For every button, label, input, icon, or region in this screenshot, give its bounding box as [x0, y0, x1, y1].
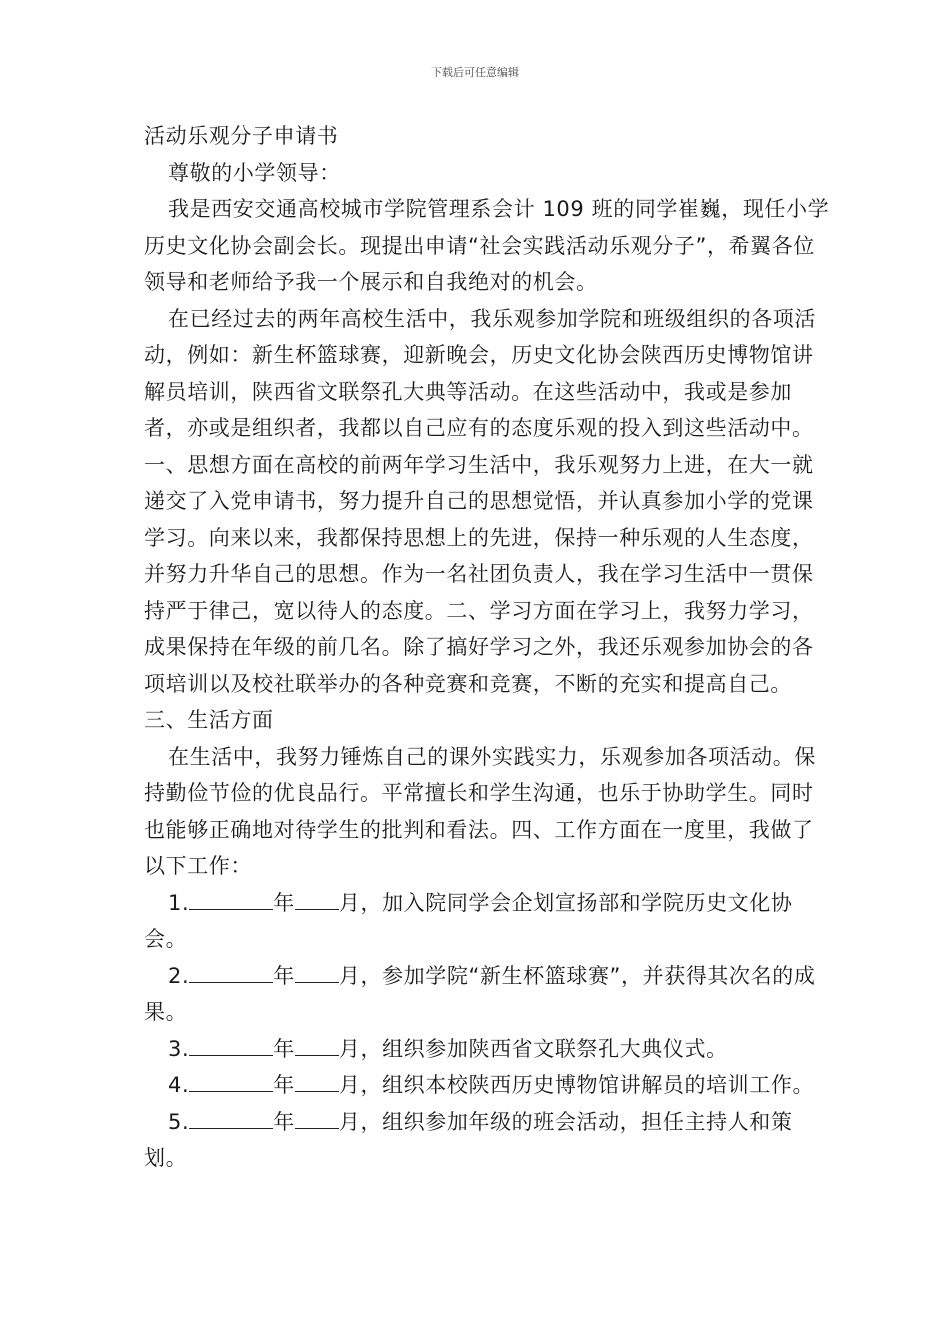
year-blank — [189, 887, 273, 910]
paragraph-activities: 在已经过去的两年高校生活中，我乐观参加学院和班级组织的各项活动，例如：新生杯篮球赛，迎新晚会，历史文化协会陕西历史博物馆讲解员培训，陕西省文联祭孔大典等活动。在这些活动中，我或是参加者，亦或是组织者，我都以自己应有的态度乐观的投入到这些活动中。一、思想方面在高校的前两年学习生活中，我乐观努力上进，在大一就递交了入党申请书，努力提升自己的思想觉悟，并认真参加小学的党课学习。向来以来，我都保持思想上的先进，保持一种乐观的人生态度，并努力升华自己的思想。作为一名社团负责人，我在学习生活中一贯保持严于律己，宽以待人的态度。二、学习方面在学习上，我努力学习，成果保持在年级的前几名。除了搞好学习之外，我还乐观参加协会的各项培训以及校社联举办的各种竞赛和竞赛，不断的充实和提高自己。三、生活方面 — [144, 306, 816, 732]
year-unit: 年 — [273, 890, 295, 915]
month-blank — [295, 1033, 339, 1056]
month-blank — [295, 960, 339, 983]
month-blank — [295, 1106, 339, 1129]
work-item-number: 1. — [168, 890, 190, 915]
salutation: 尊敬的小学领导： — [168, 160, 341, 185]
month-blank — [295, 887, 339, 910]
year-blank — [189, 1106, 273, 1129]
month-unit: 月 — [338, 1073, 361, 1097]
year-blank — [189, 1033, 273, 1056]
month-unit: 月 — [338, 1036, 361, 1061]
work-item-number: 2. — [168, 963, 190, 988]
year-unit: 年 — [273, 1073, 295, 1097]
year-unit: 年 — [273, 963, 295, 988]
work-item — [144, 958, 834, 1031]
work-item — [144, 1031, 834, 1068]
paragraph-intro: 我是西安交通高校城市学院管理系会计 109 班的同学崔巍，现任小学历史文化协会副会长。现提出申请“社会实践活动乐观分子”，希翼各位领导和老师给予我一个展示和自我绝对的机会。 — [144, 197, 830, 294]
month-unit: 月 — [338, 963, 361, 988]
page-header-note: 下载后可任意编辑 — [431, 66, 519, 79]
document-body — [144, 118, 834, 1177]
month-unit: 月 — [338, 890, 361, 915]
year-unit: 年 — [273, 1109, 295, 1134]
work-item-text: ，组织参加陕西省文联祭孔大典仪式。 — [360, 1036, 728, 1061]
year-blank — [189, 1069, 273, 1092]
year-unit: 年 — [273, 1036, 295, 1061]
work-item-number: 4. — [168, 1073, 190, 1097]
work-item — [144, 885, 834, 958]
year-blank — [189, 960, 273, 983]
work-item — [144, 1067, 834, 1104]
work-item-text: ，参加学院“新生杯篮球赛”，并获得其次名的成果。 — [144, 963, 816, 1024]
work-item-text: ，组织本校陕西历史博物馆讲解员的培训工作。 — [360, 1073, 815, 1097]
work-item-number: 3. — [168, 1036, 190, 1061]
work-item-number: 5. — [168, 1109, 190, 1134]
month-blank — [295, 1069, 339, 1092]
work-item-text: ，组织参加年级的班会活动，担任主持人和策划。 — [144, 1109, 793, 1170]
document-title: 活动乐观分子申请书 — [144, 124, 339, 148]
paragraph-life: 在生活中，我努力锤炼自己的课外实践实力，乐观参加各项活动。保持勤俭节俭的优良品行。平常擅长和学生沟通，也乐于协助学生。同时也能够正确地对待学生的批判和看法。四、工作方面在一度里，我做了以下工作： — [144, 744, 816, 878]
month-unit: 月 — [338, 1109, 361, 1134]
work-item — [144, 1104, 834, 1177]
work-item-text: ，加入院同学会企划宣扬部和学院历史文化协会。 — [144, 890, 793, 951]
